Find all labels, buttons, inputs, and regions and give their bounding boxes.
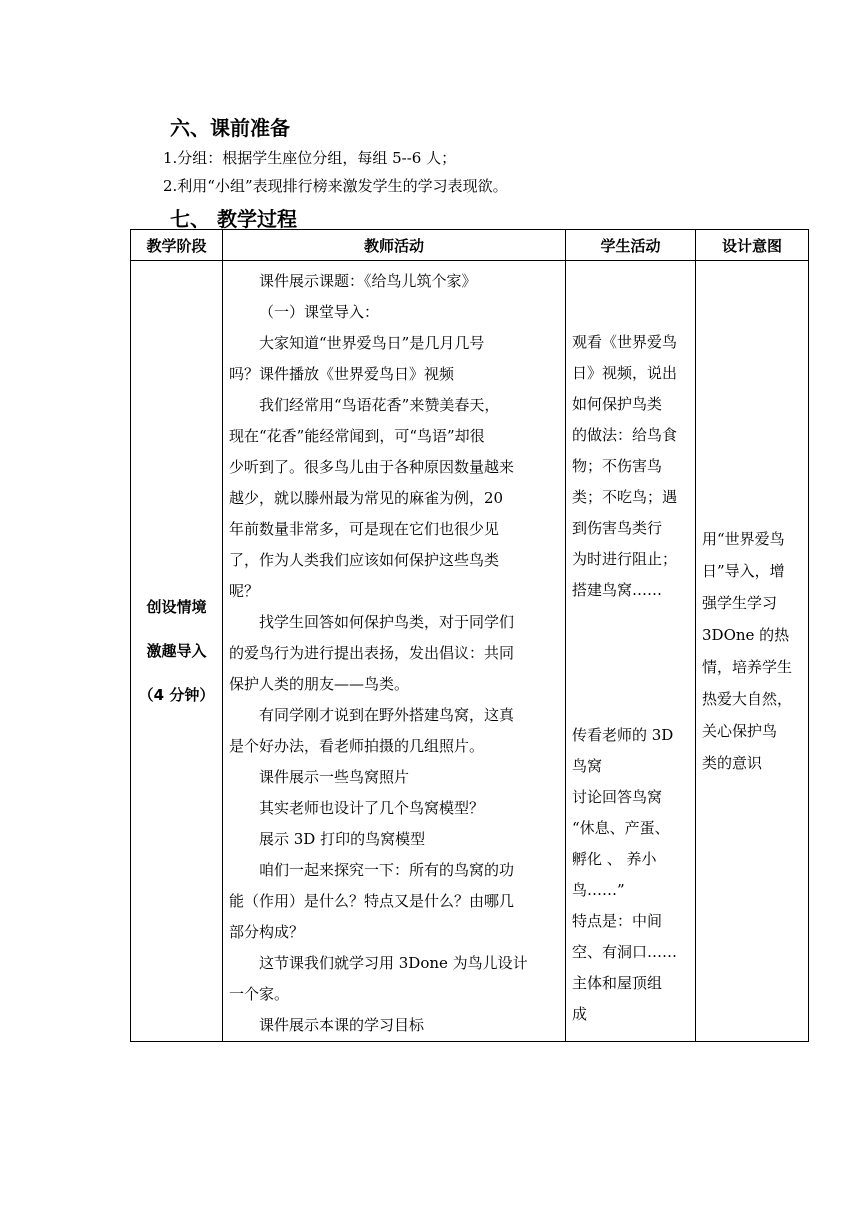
- teaching-process-table: [130, 229, 809, 1042]
- teacher-line: 课件展示本课的学习目标: [259, 1016, 425, 1034]
- student-activity-cell: [566, 261, 696, 1042]
- student-line: 到伤害鸟类行: [572, 519, 663, 537]
- design-line: 热爱大自然，: [702, 690, 793, 708]
- teacher-line: 保护人类的朋友——鸟类。: [229, 675, 410, 693]
- header-teacher: 教师活动: [223, 230, 566, 261]
- teacher-line: 我们经常用“鸟语花香”来赞美春天，: [259, 396, 500, 414]
- section6-title: 六、课前准备: [170, 116, 290, 140]
- design-intent-cell: [696, 261, 809, 1042]
- student-line: 为时进行阻止；: [572, 550, 678, 568]
- header-stage: 教学阶段: [131, 230, 223, 261]
- student-line: 搭建鸟窝……: [572, 581, 663, 599]
- design-line: 日”导入，增: [702, 562, 785, 580]
- student-line: “休息、产蛋、: [572, 819, 670, 837]
- teacher-line: 的爱鸟行为进行提出表扬，发出倡议：共同: [229, 644, 515, 662]
- teacher-line: 其实老师也设计了几个鸟窝模型？: [259, 799, 485, 817]
- table-row: [131, 261, 809, 1042]
- teacher-line: 咱们一起来探究一下：所有的鸟窝的功: [259, 861, 515, 879]
- student-line: 类；不吃鸟；遇: [572, 488, 678, 506]
- section7-title: 七、 教学过程: [170, 207, 297, 231]
- student-line: 日》视频，说出: [572, 364, 678, 382]
- teacher-line: 大家知道“世界爱鸟日”是几月几号: [259, 334, 485, 352]
- student-line: 鸟窝: [572, 757, 603, 775]
- student-line: 特点是：中间: [572, 912, 663, 930]
- teacher-line: 课件展示课题：《给鸟儿筑个家》: [259, 272, 477, 290]
- teacher-line: （一）课堂导入：: [259, 303, 380, 321]
- teacher-line: 越少，就以滕州最为常见的麻雀为例，20: [229, 489, 504, 507]
- student-line: 成: [572, 1005, 588, 1023]
- teacher-line: 有同学刚才说到在野外搭建鸟窝，这真: [259, 706, 515, 724]
- design-line: 用“世界爱鸟: [702, 530, 785, 548]
- student-block-2: [572, 720, 689, 1030]
- header-student: 学生活动: [566, 230, 696, 261]
- student-line: 主体和屋顶组: [572, 974, 663, 992]
- teacher-line: 展示 3D 打印的鸟窝模型: [259, 830, 426, 848]
- prep-item-1: 1.分组：根据学生座位分组，每组 5--6 人；: [163, 149, 457, 167]
- student-line: 传看老师的 3D: [572, 726, 674, 744]
- teacher-line: 找学生回答如何保护鸟类，对于同学们: [259, 613, 515, 631]
- student-block-1: [572, 327, 689, 606]
- student-line: 孵化 、 养小: [572, 850, 657, 868]
- prep-item-2: 2.利用“小组”表现排行榜来激发学生的学习表现欲。: [163, 177, 508, 195]
- design-line: 强学生学习: [702, 594, 778, 612]
- teacher-line: 一个家。: [229, 985, 290, 1003]
- teacher-line: 年前数量非常多，可是现在它们也很少见: [229, 520, 500, 538]
- teacher-line: 课件展示一些鸟窝照片: [259, 768, 410, 786]
- design-line: 类的意识: [702, 754, 763, 772]
- header-design: 设计意图: [696, 230, 809, 261]
- design-line: 关心保护鸟: [702, 722, 778, 740]
- table-header-row: [131, 230, 809, 261]
- student-line: 空、有洞口……: [572, 943, 678, 961]
- teacher-line: 少听到了。很多鸟儿由于各种原因数量越来: [229, 458, 515, 476]
- teacher-line: 部分构成？: [229, 923, 305, 941]
- stage-line: （4 分钟）: [138, 686, 215, 704]
- student-line: 鸟……”: [572, 881, 625, 899]
- design-line: 情，培养学生: [702, 658, 793, 676]
- student-line: 观看《世界爱鸟: [572, 333, 678, 351]
- student-line: 讨论回答鸟窝: [572, 788, 663, 806]
- teacher-line: 现在“花香”能经常闻到，可“鸟语”却很: [229, 427, 485, 445]
- stage-line: 激趣导入: [146, 642, 207, 660]
- teacher-line: 吗？课件播放《世界爱鸟日》视频: [229, 365, 455, 383]
- teacher-line: 了，作为人类我们应该如何保护这些鸟类: [229, 551, 500, 569]
- design-line: 3DOne 的热: [702, 626, 790, 644]
- stage-line: 创设情境: [146, 598, 207, 616]
- teacher-line: 能（作用）是什么？特点又是什么？由哪几: [229, 892, 515, 910]
- stage-cell: [131, 261, 223, 1042]
- student-line: 的做法：给鸟食: [572, 426, 678, 444]
- teacher-line: 这节课我们就学习用 3Done 为鸟儿设计: [259, 954, 528, 972]
- teacher-line: 呢？: [229, 582, 260, 600]
- teacher-line: 是个好办法，看老师拍摄的几组照片。: [229, 737, 485, 755]
- student-line: 如何保护鸟类: [572, 395, 663, 413]
- teacher-activity-cell: [223, 261, 566, 1042]
- student-line: 物；不伤害鸟: [572, 457, 663, 475]
